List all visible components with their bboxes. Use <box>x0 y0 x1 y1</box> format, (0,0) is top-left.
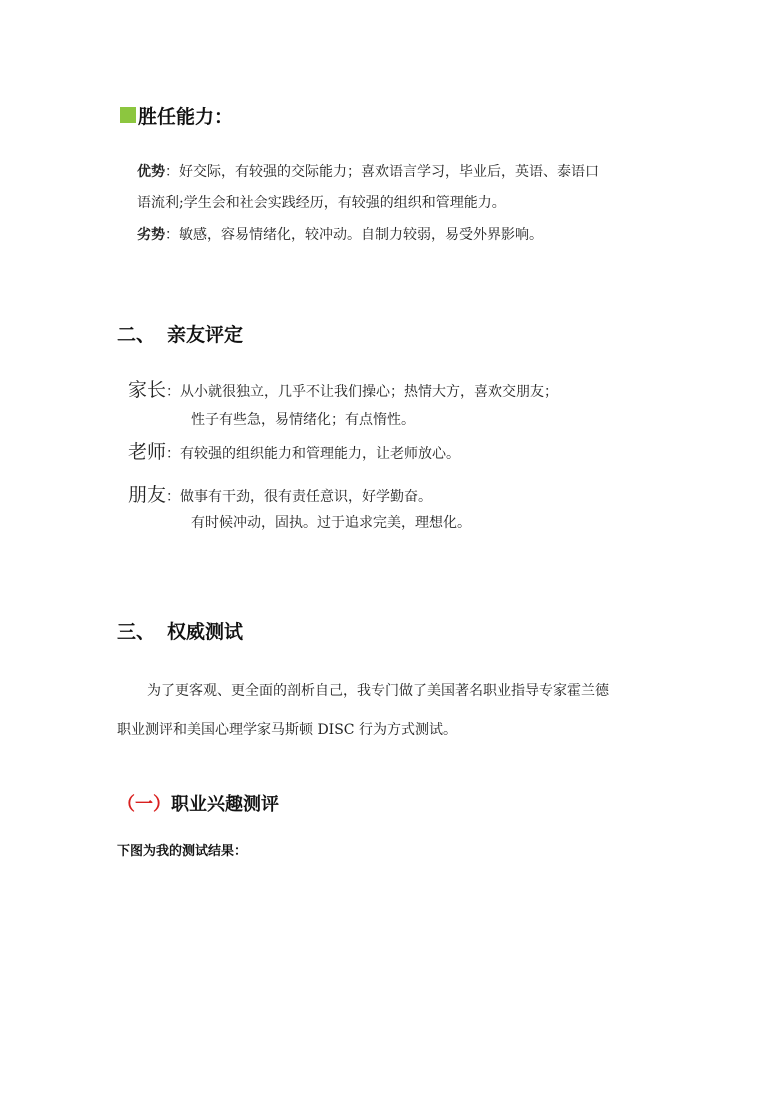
friends-row <box>128 480 432 507</box>
parents-label: 家长 <box>128 379 167 401</box>
teacher-row <box>128 437 460 464</box>
section2-title: 亲友评定 <box>167 324 244 346</box>
subsection-title: 职业兴趣测评 <box>171 794 279 815</box>
friends-label: 朋友 <box>128 484 167 506</box>
parents-text-1: ：从小就很独立，几乎不让我们操心；热情大方，喜欢交朋友； <box>166 384 559 400</box>
weaknesses-line <box>137 225 543 245</box>
parents-text-2: 性子有些急，易情绪化；有点惰性。 <box>191 412 415 428</box>
subsection-heading <box>117 790 279 816</box>
section3-heading <box>117 617 243 644</box>
section3-number: 三、 <box>117 621 156 643</box>
teacher-label: 老师 <box>128 441 167 463</box>
competency-title: 胜任能力： <box>138 106 234 128</box>
weaknesses-label: 劣势 <box>137 227 165 243</box>
section3-intro-line-2: 职业测评和美国心理学家马斯顿 DISC 行为方式测试。 <box>117 722 457 738</box>
strengths-line-1 <box>137 162 599 182</box>
friends-text-1: ：做事有干劲，很有责任意识，好学勤奋。 <box>166 489 433 505</box>
parents-row <box>128 375 558 402</box>
strengths-line-2: 语流利;学生会和社会实践经历，有较强的组织和管理能力。 <box>137 195 506 211</box>
strengths-label: 优势 <box>137 164 165 180</box>
section2-heading <box>117 320 243 347</box>
strengths-text-1: ：好交际，有较强的交际能力；喜欢语言学习，毕业后，英语、泰语口 <box>165 164 599 180</box>
section3-intro-line-1: 为了更客观、更全面的剖析自己，我专门做了美国著名职业指导专家霍兰德 <box>147 683 609 699</box>
friends-text-2: 有时候冲动，固执。过于追求完美，理想化。 <box>191 515 471 531</box>
weaknesses-text: ：敏感，容易情绪化，较冲动。自制力较弱，易受外界影响。 <box>165 227 543 243</box>
section3-title: 权威测试 <box>167 621 244 643</box>
results-caption: 下图为我的测试结果： <box>117 844 248 859</box>
teacher-text: ：有较强的组织能力和管理能力，让老师放心。 <box>166 446 461 462</box>
section2-number: 二、 <box>117 324 156 346</box>
subsection-number: （一） <box>117 794 171 815</box>
green-square-bullet <box>120 107 136 123</box>
